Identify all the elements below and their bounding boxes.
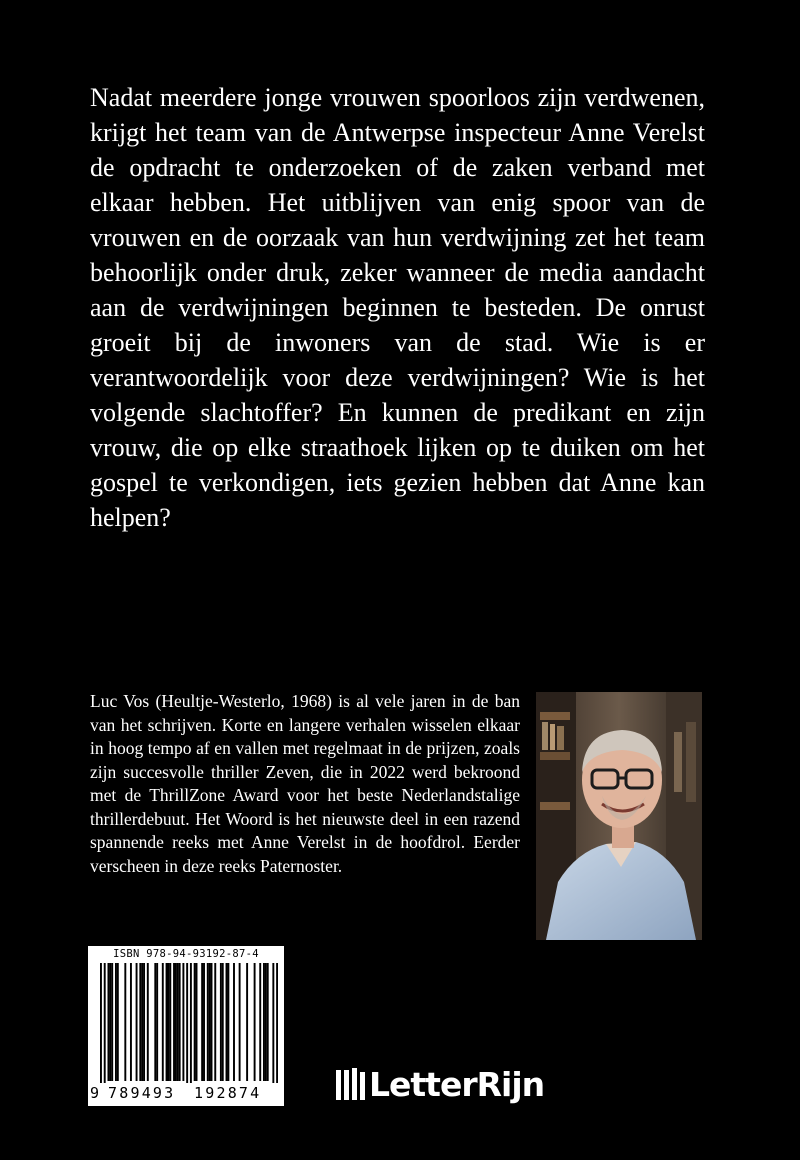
barcode-bar: [227, 963, 229, 1081]
barcode-bar: [169, 963, 171, 1081]
barcode-bar: [167, 963, 169, 1081]
barcode-bar: [109, 963, 111, 1081]
blurb: [90, 80, 705, 535]
barcode-bar: [190, 963, 192, 1083]
barcode-bar: [203, 963, 205, 1081]
barcode-bar: [143, 963, 145, 1081]
barcode-bar: [246, 963, 248, 1081]
barcode-bar: [209, 963, 211, 1081]
publisher-logo: [336, 1062, 544, 1106]
barcode-bar: [139, 963, 141, 1081]
barcode-bar: [220, 963, 222, 1081]
author-bio: [90, 690, 520, 878]
ean-digits: [90, 1082, 282, 1104]
barcode-bar: [173, 963, 175, 1081]
barcode-bar: [239, 963, 241, 1081]
books-icon: [336, 1068, 366, 1100]
author-photo: [536, 692, 702, 940]
barcode-bar: [107, 963, 109, 1081]
barcode-bar: [272, 963, 274, 1083]
isbn-barcode: [88, 946, 284, 1106]
ean-left-group: 789493: [108, 1084, 176, 1102]
barcode-bar: [177, 963, 179, 1081]
barcode-bar: [263, 963, 265, 1081]
barcode-bar: [207, 963, 209, 1081]
barcode-bar: [276, 963, 278, 1083]
barcode-bar: [175, 963, 177, 1081]
barcode-bar: [194, 963, 196, 1081]
barcode-bar: [156, 963, 158, 1081]
barcode-bar: [130, 963, 132, 1081]
barcode-bar: [196, 963, 198, 1081]
barcode-bar: [222, 963, 224, 1081]
barcode-bar: [124, 963, 126, 1081]
barcode-bar: [226, 963, 228, 1081]
barcode-bars: [100, 963, 278, 1083]
barcode-bar: [154, 963, 156, 1081]
barcode-bar: [141, 963, 143, 1081]
barcode-bar: [136, 963, 138, 1081]
blurb-text: Nadat meerdere jonge vrouwen spoorloos zijn verdwenen, krijgt het team van de Antwerpse inspecteur Anne Verelst de opdracht te onderzoeken of de zaken verband met elkaar hebben. Het uitblijven van enig spoor van de vrouwen en de oorzaak van hun verdwijning zet het team behoorlijk onder druk, zeker wanneer de media aandacht aan de verdwijningen beginnen te besteden. De onrust groeit bij de inwoners van de stad. Wie is er verantwoordelijk voor deze verdwijningen? Wie is het volgende slachtoffer? En kunnen de predikant en zijn vrouw, die op elke straathoek lijken op te duiken om het gospel te verkondigen, iets gezien hebben dat Anne kan helpen?: [90, 83, 705, 532]
barcode-bar: [265, 963, 267, 1081]
isbn-label: ISBN 978-94-93192-87-4: [113, 948, 259, 960]
barcode-bar: [166, 963, 168, 1081]
barcode-bar: [104, 963, 106, 1083]
barcode-bar: [233, 963, 235, 1081]
barcode-bar: [117, 963, 119, 1081]
ean-right-group: 192874: [194, 1084, 262, 1102]
barcode-bar: [201, 963, 203, 1081]
author-bio-text: Luc Vos (Heultje-Westerlo, 1968) is al vele jaren in de ban van het schrijven. Korte en langere verhalen wisselen elkaar in hoog tempo af en vallen met regelmaat in de prijzen, zoals zijn succesvolle thriller Zeven, die in 2022 werd bekroond met de ThrillZone Award voor het beste Nederlandstalige thrillerdebuut. Het Woord is het nieuwste deel in een razend spannende reeks met Anne Verelst in de hoofdrol. Eerder verscheen in deze reeks Paternoster.: [90, 691, 520, 876]
barcode-bar: [162, 963, 164, 1081]
ean-first-digit: 9: [90, 1084, 100, 1102]
barcode-bar: [214, 963, 216, 1081]
barcode-bar: [147, 963, 149, 1081]
barcode-bar: [254, 963, 256, 1081]
barcode-bar: [267, 963, 269, 1081]
barcode-bar: [111, 963, 113, 1081]
barcode-bar: [182, 963, 184, 1081]
barcode-bar: [211, 963, 213, 1081]
barcode-bar: [179, 963, 181, 1081]
publisher-name: LetterRijn: [369, 1064, 545, 1104]
barcode-bar: [259, 963, 261, 1081]
barcode-bar: [100, 963, 102, 1083]
barcode-bar: [186, 963, 188, 1083]
barcode-bar: [115, 963, 117, 1081]
